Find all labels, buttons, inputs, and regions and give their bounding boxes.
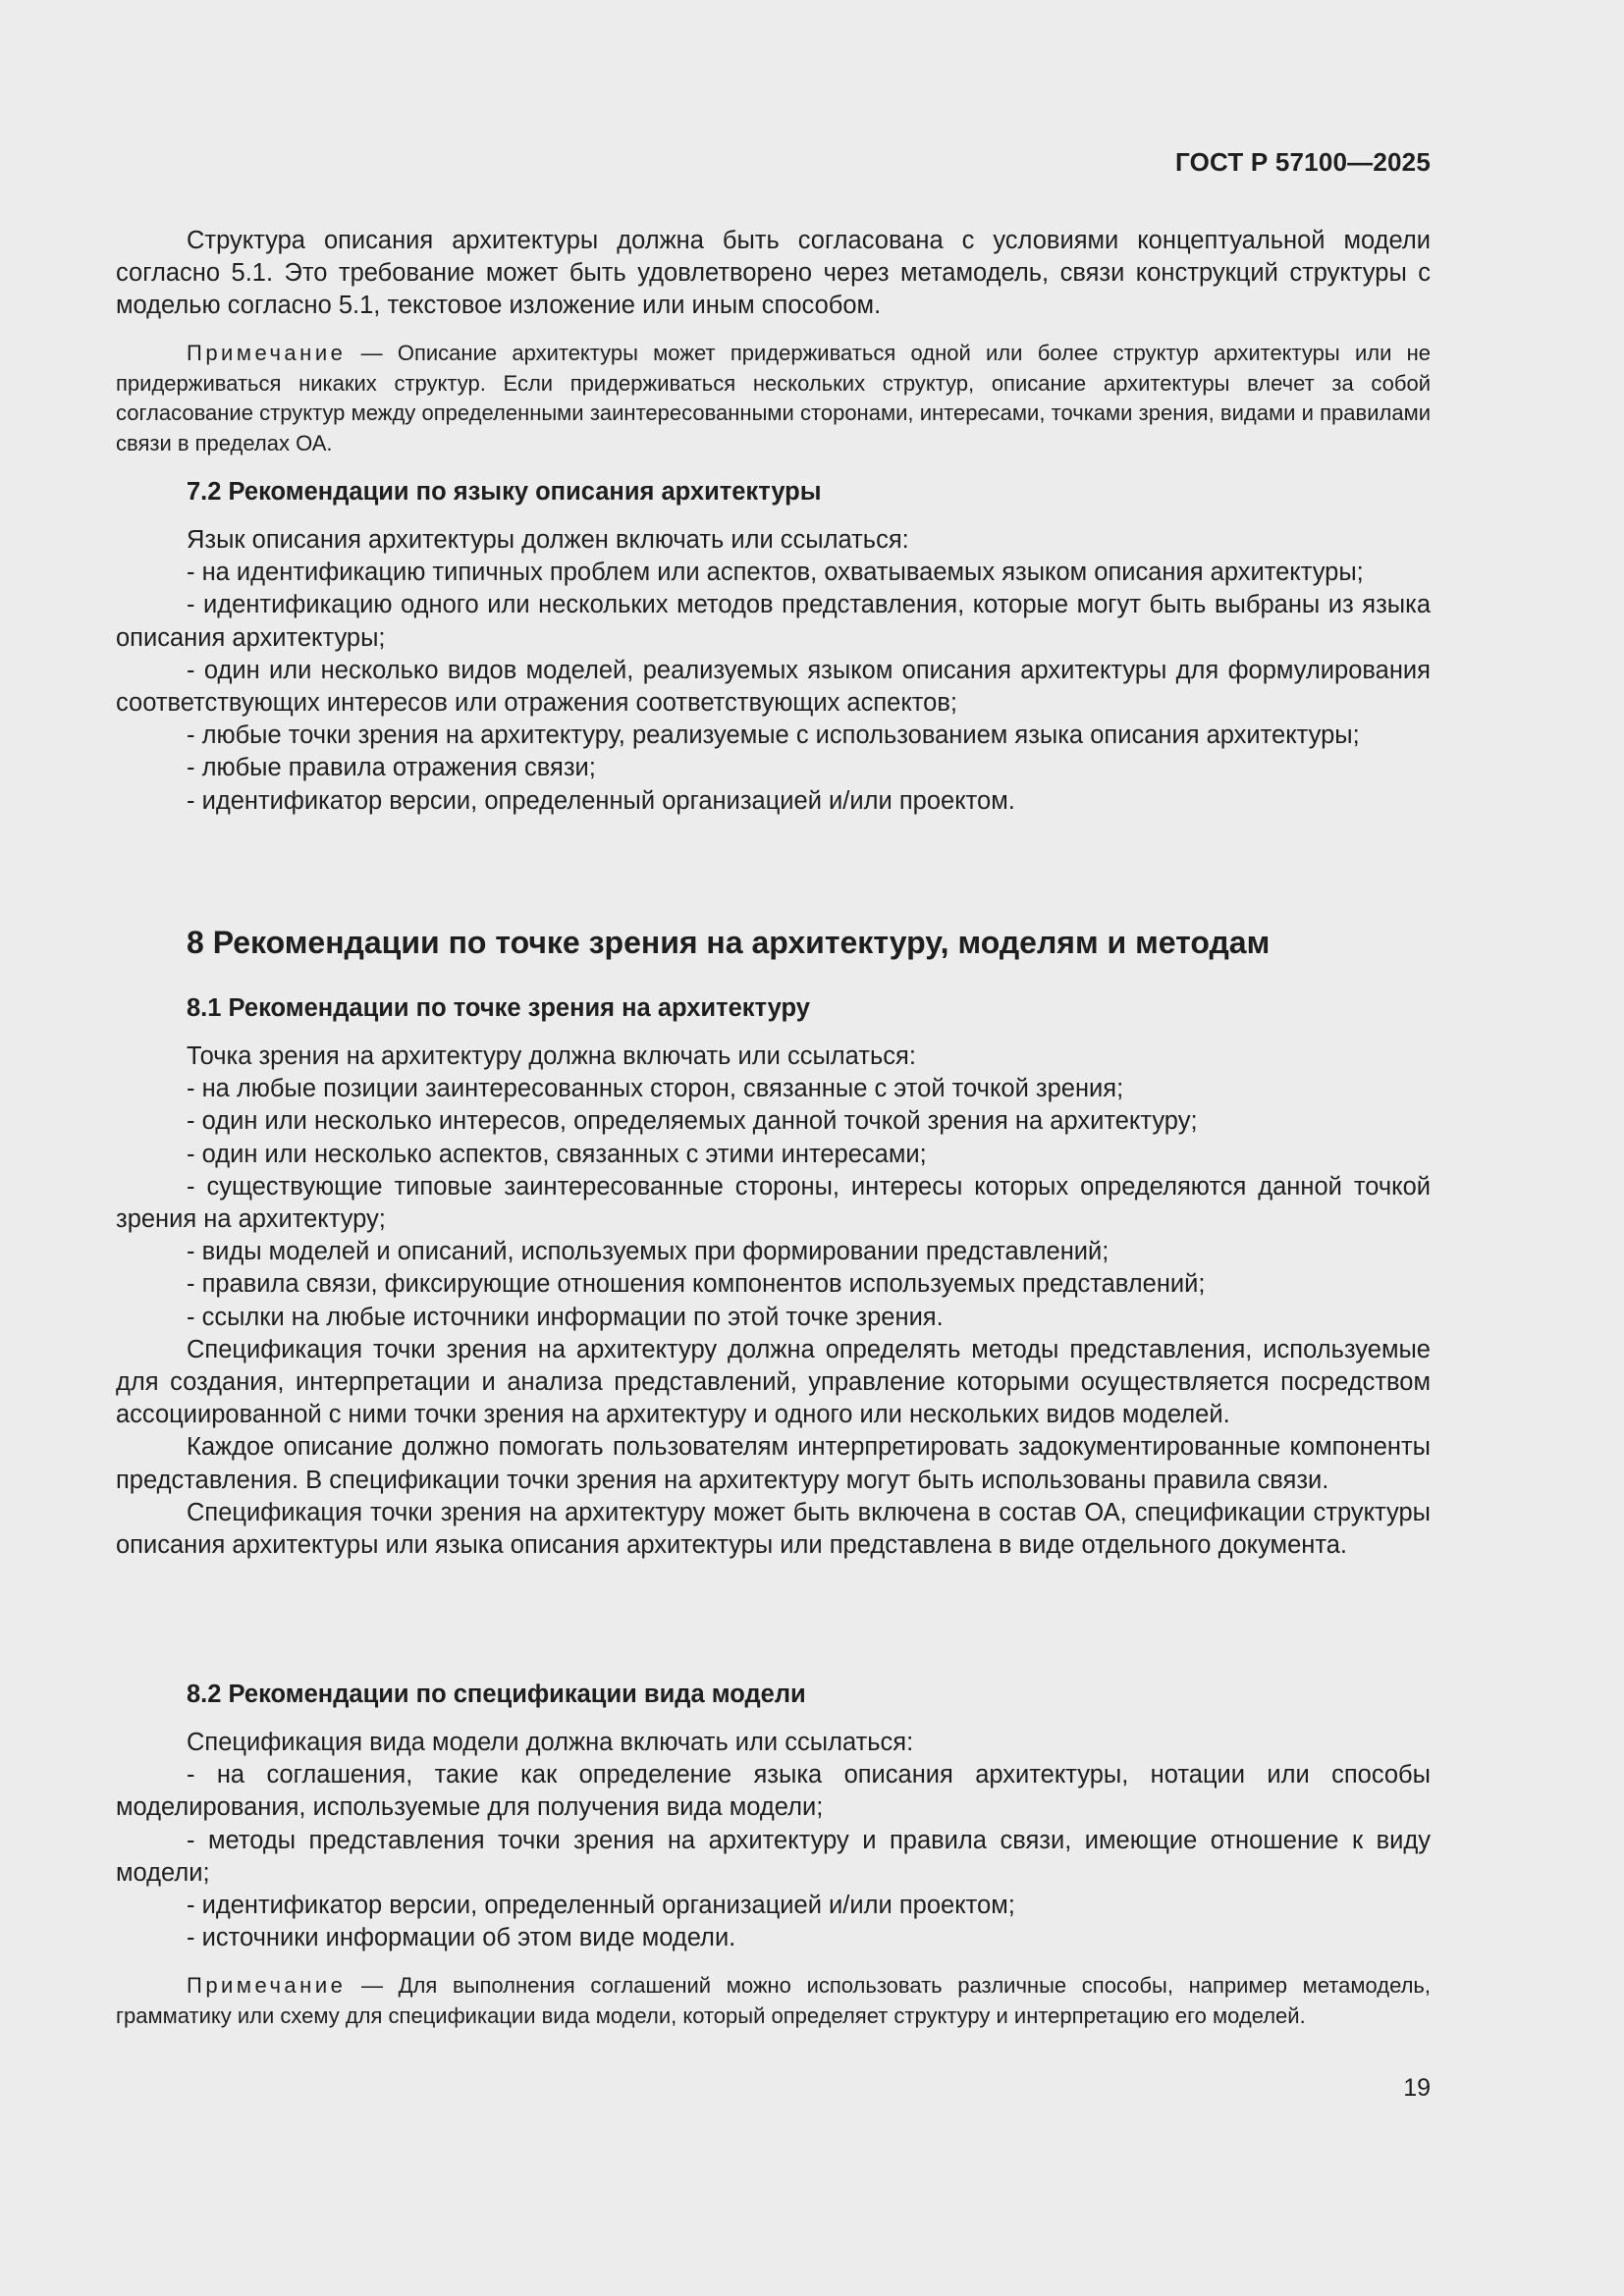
list-item: - на любые позиции заинтересованных сторон, связанные с этой точкой зрения;	[187, 1075, 1124, 1103]
paragraph: Спецификация точки зрения на архитектуру может быть включена в состав ОА, спецификации структуры описания архитектуры или языка описания архитектуры или представлена в виде отдельного документа.	[116, 1498, 1431, 1560]
note-text: — Описание архитектуры может придерживаться одной или более структур архитектуры или не придерживаться никаких структур. Если придерживаться нескольких структур, описание архитектуры влечет за собой согласование структур между определенными заинтересованными сторонами, интересами, точками зрения, видами и правилами связи в пределах ОА.	[116, 341, 1431, 455]
section-8-2-body	[116, 1727, 1431, 1954]
list-item: - на идентификацию типичных проблем или аспектов, охватываемых языком описания архитектуры;	[187, 559, 1364, 587]
list-item: - методы представления точки зрения на архитектуру и правила связи, имеющие отношение к виду модели;	[116, 1826, 1431, 1887]
document-code-header: ГОСТ Р 57100—2025	[1175, 147, 1431, 177]
paragraph: Спецификация точки зрения на архитектуру должна определять методы представления, используемые для создания, интерпретации и анализа представлений, управление которыми осуществляется посредством ассоциированной с ними точки зрения на архитектуру и одного или нескольких видов моделей.	[116, 1335, 1431, 1429]
note-structures	[116, 339, 1431, 458]
section-8-1-title: 8.1 Рекомендации по точке зрения на архитектуру	[187, 994, 810, 1022]
list-item: - один или несколько аспектов, связанных с этими интересами;	[187, 1140, 927, 1168]
list-item: - любые правила отражения связи;	[187, 754, 596, 782]
paragraph: Каждое описание должно помогать пользователям интерпретировать задокументированные компоненты представления. В спецификации точки зрения на архитектуру могут быть использованы правила связи.	[116, 1433, 1431, 1494]
section-8-2-intro: Спецификация вида модели должна включать или ссылаться:	[187, 1729, 914, 1756]
list-item: - на соглашения, такие как определение языка описания архитектуры, нотации или способы моделирования, используемые для получения вида модели;	[116, 1761, 1431, 1822]
list-item: - один или несколько видов моделей, реализуемых языком описания архитектуры для формулирования соответствующих интересов или отражения соответствующих аспектов;	[116, 656, 1431, 718]
section-8-1-body	[116, 1041, 1431, 1562]
list-item: - ссылки на любые источники информации по этой точке зрения.	[187, 1303, 944, 1331]
section-8-title: 8 Рекомендации по точке зрения на архитектуру, моделям и методам	[187, 925, 1271, 960]
list-item: - идентификатор версии, определенный организацией и/или проектом;	[187, 1892, 1015, 1920]
section-7-2-body	[116, 524, 1431, 818]
note-label: Примечание	[187, 341, 347, 365]
list-item: - правила связи, фиксирующие отношения компонентов используемых представлений;	[187, 1270, 1206, 1299]
list-item: - идентификацию одного или нескольких методов представления, которые могут быть выбраны из языка описания архитектуры;	[116, 591, 1431, 652]
list-item: - источники информации об этом виде модели.	[187, 1924, 736, 1952]
paragraph-structure: Структура описания архитектуры должна быть согласована с условиями концептуальной модели согласно 5.1. Это требование может быть удовлетворено через метамодель, связи конструкций структуры с моделью согласно 5.1, текстовое изложение или иным способом.	[116, 227, 1431, 320]
section-7-2-intro: Язык описания архитектуры должен включать или ссылаться:	[187, 526, 909, 554]
section-8-1-intro: Точка зрения на архитектуру должна включать или ссылаться:	[187, 1042, 916, 1070]
list-item: - один или несколько интересов, определяемых данной точкой зрения на архитектуру;	[187, 1107, 1198, 1136]
list-item: - виды моделей и описаний, используемых при формировании представлений;	[187, 1238, 1110, 1266]
note-model-kind	[116, 1971, 1431, 2031]
page-number: 19	[1403, 2074, 1431, 2102]
list-item: - идентификатор версии, определенный организацией и/или проектом.	[187, 786, 1015, 815]
note-label: Примечание	[187, 1973, 347, 1998]
section-8-2-title: 8.2 Рекомендации по спецификации вида модели	[187, 1681, 806, 1708]
list-item: - любые точки зрения на архитектуру, реализуемые с использованием языка описания архитектуры;	[187, 721, 1360, 750]
note-text: — Для выполнения соглашений можно использовать различные способы, например метамодель, грамматику или схему для спецификации вида модели, который определяет структуру и интерпретацию его моделей.	[116, 1973, 1431, 2028]
section-7-2-title: 7.2 Рекомендации по языку описания архитектуры	[187, 478, 822, 506]
list-item: - существующие типовые заинтересованные стороны, интересы которых определяются данной точкой зрения на архитектуру;	[116, 1172, 1431, 1234]
